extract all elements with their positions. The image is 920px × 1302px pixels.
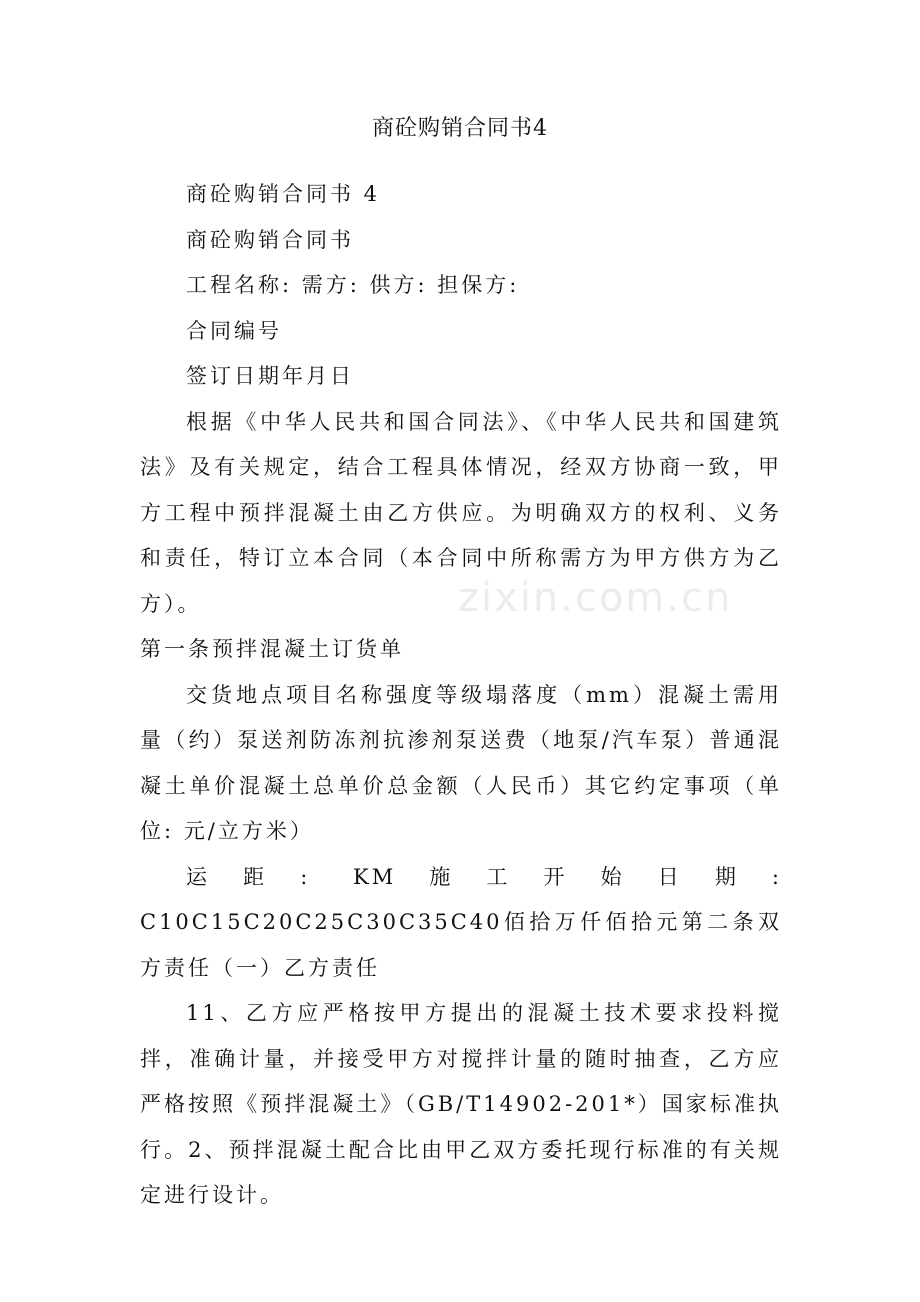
document-title: 商砼购销合同书4 <box>372 116 548 141</box>
paragraph-order-table-fields: 交货地点项目名称强度等级塌落度（mm）混凝土需用量（约）泵送剂防冻剂抗渗剂泵送费（地泵/汽车泵）普通混凝土单价混凝土总单价总金额（人民币）其它约定事项（单位: 元/立方米） <box>140 682 782 843</box>
paragraph-distance-and-grades: 运距: KM施工开始日期: C10C15C20C25C30C35C40佰拾万仟佰拾元第二条双方责任（一）乙方责任 <box>140 864 782 980</box>
paragraph-article-1-heading: 第一条预拌混凝土订货单 <box>140 637 404 661</box>
paragraph-parties: 工程名称: 需方: 供方: 担保方: <box>186 273 520 297</box>
watermark: zixin.com.cn <box>458 575 733 621</box>
paragraph-supplier-duties: 11、乙方应严格按甲方提出的混凝土技术要求投料搅拌，准确计量，并接受甲方对搅拌计量的随时抽查，乙方应严格按照《预拌混凝土》（GB/T14902-201*）国家标准执行。2、预拌混凝土配合比由甲乙双方委托现行标准的有关规定进行设计。 <box>140 1001 782 1207</box>
document-body <box>140 172 782 1219</box>
paragraph-doc-name: 商砼购销合同书 4 <box>186 182 381 206</box>
paragraph-contract-heading: 商砼购销合同书 <box>186 227 354 252</box>
paragraph-preamble: 根据《中华人民共和国合同法》、《中华人民共和国建筑法》及有关规定，结合工程具体情况，经双方协商一致，甲方工程中预拌混凝土由乙方供应。为明确双方的权利、义务和责任，特订立本合同（本合同中所称需方为甲方供方为乙方）。 <box>140 409 782 616</box>
paragraph-sign-date: 签订日期年月日 <box>186 364 354 388</box>
paragraph-contract-number: 合同编号 <box>186 318 282 343</box>
